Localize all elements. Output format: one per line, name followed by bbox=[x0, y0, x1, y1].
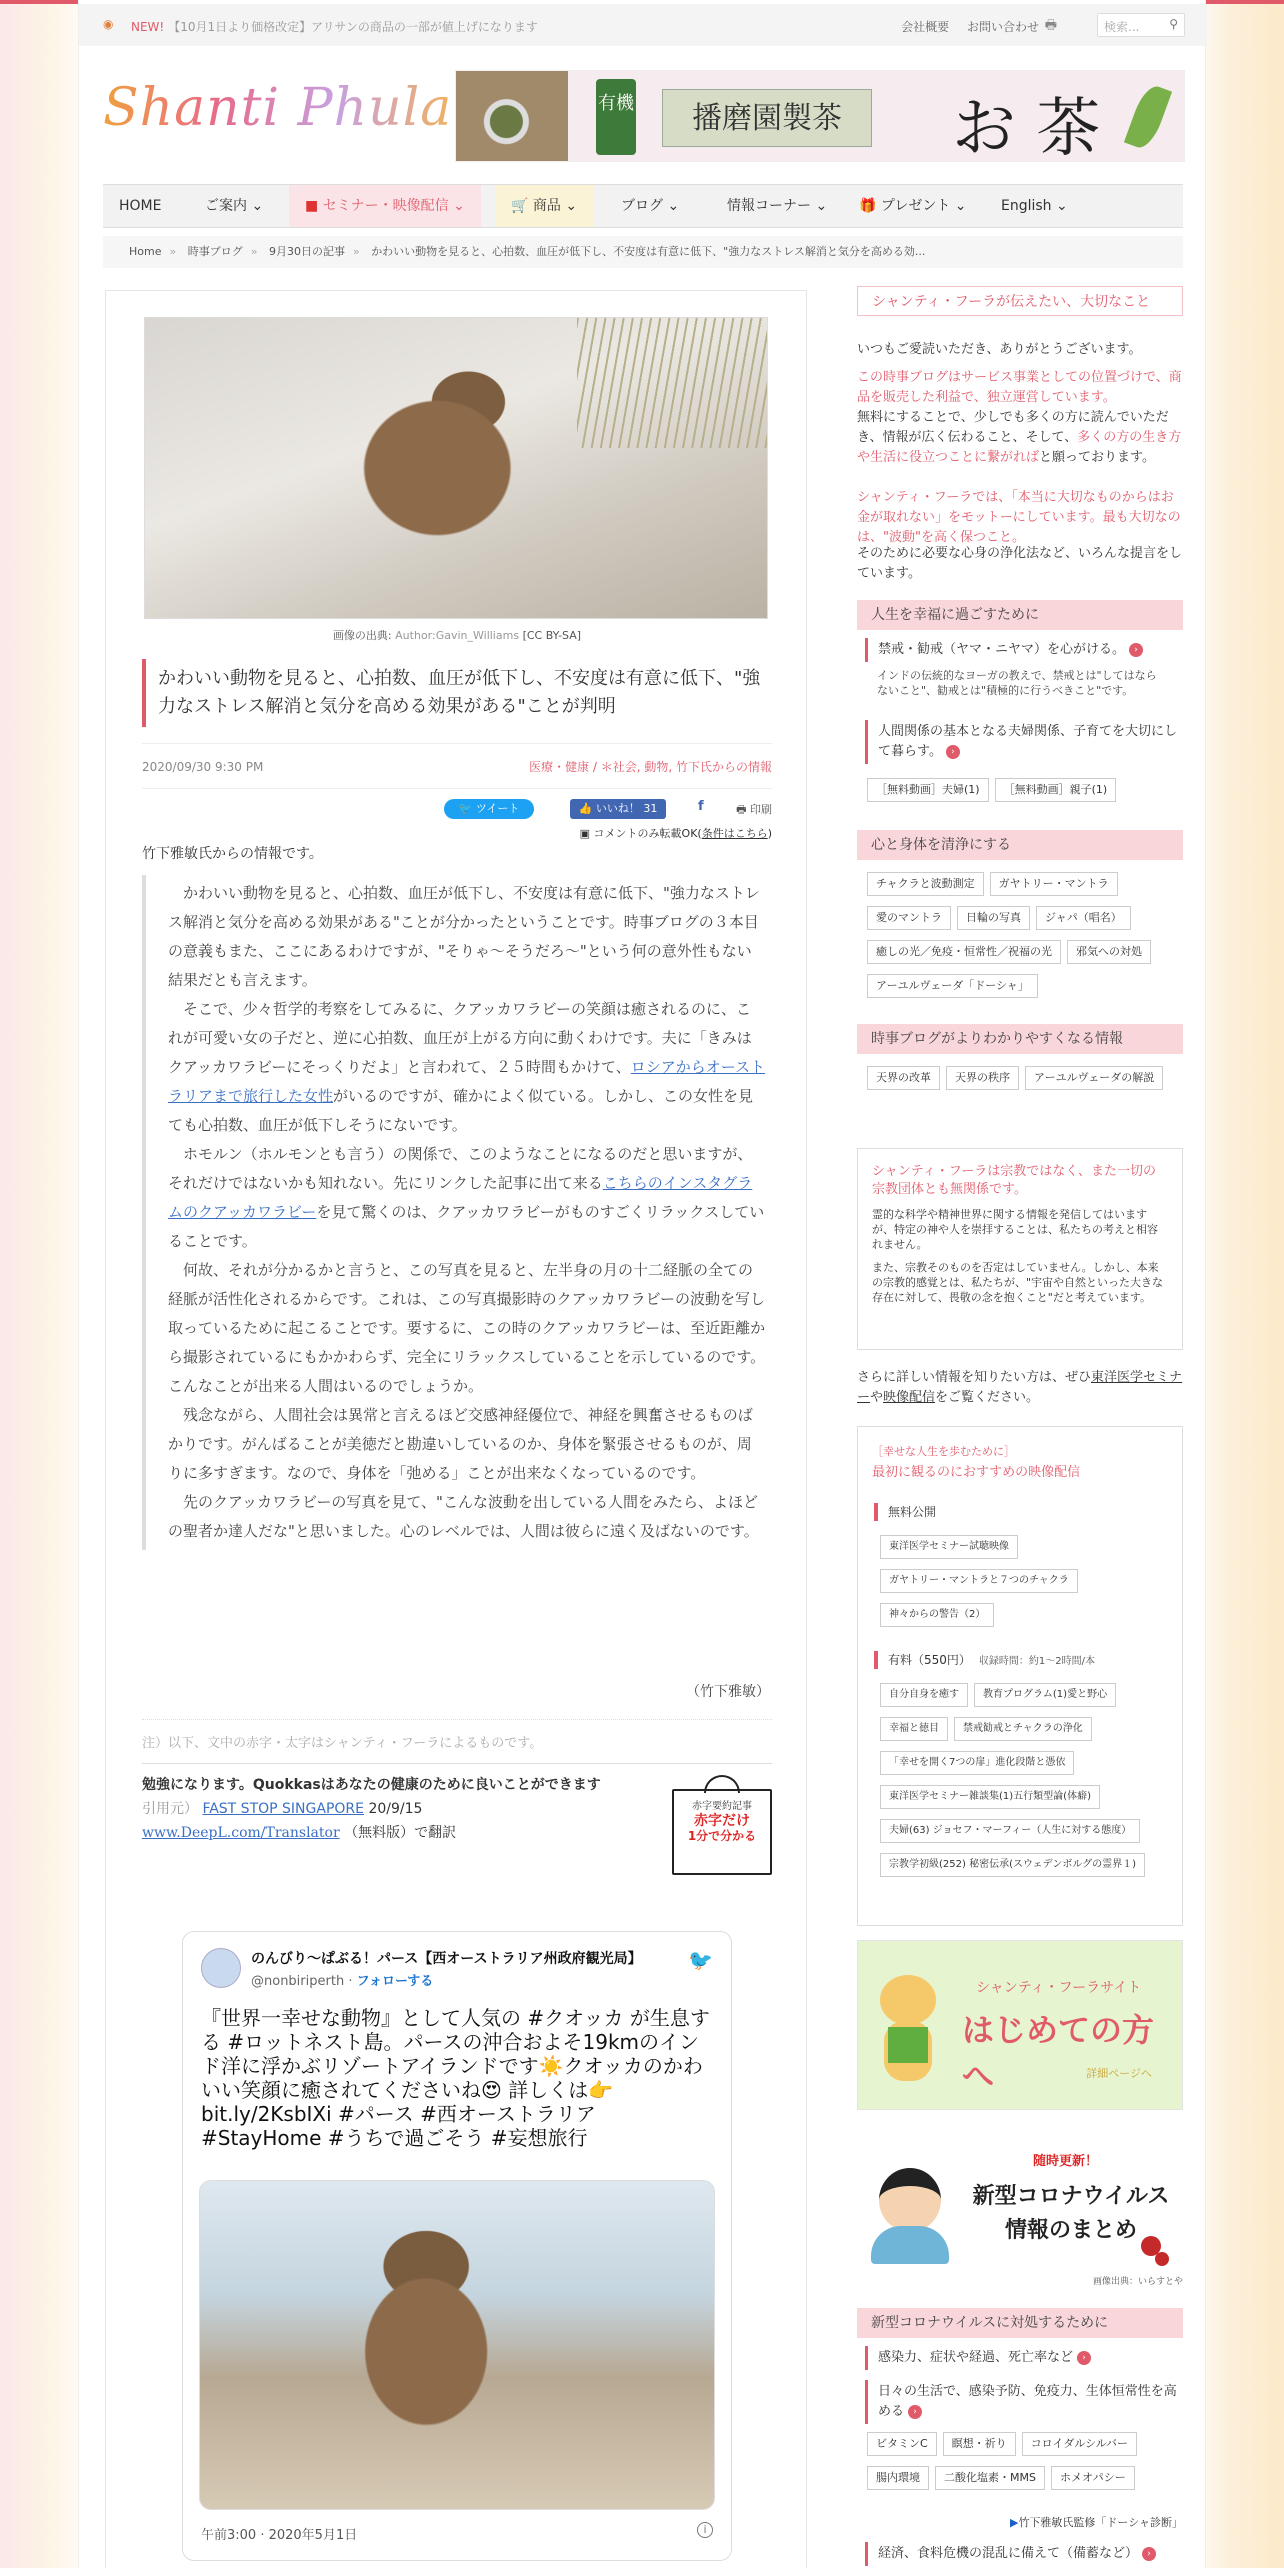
nav-guide-label: ご案内 bbox=[205, 198, 247, 214]
news-ticker[interactable] bbox=[131, 18, 538, 35]
tag-heaven-reform[interactable]: 天界の改革 bbox=[867, 1066, 940, 1090]
sidebar-heading-mission: シャンティ・フーラが伝えたい、大切なこと bbox=[857, 286, 1183, 316]
contact-link[interactable]: お問い合わせ bbox=[966, 20, 1039, 34]
tweet-button[interactable] bbox=[444, 799, 534, 819]
tag-paid-2[interactable]: 教育プログラム(1)愛と野心 bbox=[974, 1683, 1116, 1707]
nav-home[interactable]: HOME bbox=[119, 198, 162, 214]
article bbox=[105, 290, 807, 2568]
tag-gayatri[interactable]: ガヤトリー・マントラ bbox=[990, 872, 1118, 896]
sidebar-text-4: そのために必要な心身の浄化法など、いろんな提言をしています。 bbox=[857, 546, 1183, 581]
tea-label: お 茶 bbox=[952, 92, 1101, 162]
search-icon[interactable]: ⚲ bbox=[1169, 17, 1178, 31]
nav-guide[interactable] bbox=[189, 185, 279, 227]
nav-english-label: English bbox=[1001, 198, 1052, 214]
sidebar-intro: いつもご愛読いただき、ありがとうございます。 bbox=[857, 342, 1142, 357]
tag-evil-spirit[interactable]: 邪気への対処 bbox=[1067, 940, 1151, 964]
video-icon: ■ bbox=[305, 198, 319, 214]
author-signature: （竹下雅敏） bbox=[686, 1684, 770, 1700]
printer-icon[interactable]: 🖶 bbox=[1044, 18, 1057, 33]
infection-link[interactable]: 感染力、症状や経過、死亡率など › bbox=[865, 2346, 1181, 2370]
top-links bbox=[887, 18, 1039, 35]
brand-label: 播磨園製茶 bbox=[662, 89, 872, 147]
deepl-suffix: （無料版）で翻訳 bbox=[344, 1825, 457, 1841]
follow-link[interactable]: フォローする bbox=[356, 1974, 434, 1989]
more-info: さらに詳しい情報を知りたい方は、ぜひ東洋医学セミナーや映像配信をご覧ください。 bbox=[857, 1370, 1183, 1405]
caption-prefix: 画像の出典: bbox=[332, 629, 392, 642]
tea-cup-image bbox=[456, 71, 568, 162]
paid-video-tags bbox=[880, 1683, 1180, 1887]
economy-link[interactable]: 経済、食料危機の混乱に備えて（備蓄など） › bbox=[865, 2542, 1181, 2566]
rss-icon[interactable]: ◉ bbox=[103, 17, 114, 31]
quokka-photo bbox=[144, 317, 768, 619]
corona-image-source: 画像出典：いらすとや bbox=[1092, 2277, 1183, 2287]
nav-seminar-label: セミナー・映像配信 bbox=[322, 198, 449, 214]
breadcrumb-home[interactable]: Home bbox=[129, 245, 162, 258]
free-label: 無料公開 bbox=[874, 1503, 936, 1521]
bear-mascot-icon bbox=[876, 1975, 940, 2085]
site-logo[interactable]: Shanti Phula bbox=[103, 78, 453, 138]
arrow-right-icon: › bbox=[946, 745, 960, 759]
tag-colloidal-silver[interactable]: コロイダルシルバー bbox=[1022, 2432, 1137, 2456]
print-label: 印刷 bbox=[750, 803, 772, 816]
paragraph-4: 何故、それが分かるかと言うと、この写真を見ると、左半身の月の十二経脈の全ての経脈が活性化されるからです。これは、この写真撮影時のクアッカワラビーの波動を写し取っているために起こることです。要するに、この時のクアッカワラビーは、至近距離から撮影されているにもかかわらず、完全にリラックスしていることを示しているのです。こんなことが出来る人間はいるのでしょうか。 bbox=[168, 1261, 766, 1395]
new-label: NEW! bbox=[131, 20, 165, 34]
tag-sun-photo[interactable]: 日輪の写真 bbox=[957, 906, 1030, 930]
tea-banner[interactable] bbox=[455, 70, 1185, 162]
tag-chakra[interactable]: チャクラと波動測定 bbox=[867, 872, 984, 896]
like-button[interactable] bbox=[570, 799, 666, 819]
source-prefix: 引用元） bbox=[142, 1801, 198, 1817]
nav-blog[interactable] bbox=[605, 185, 695, 227]
nav-english[interactable] bbox=[985, 185, 1084, 227]
arrow-right-icon: › bbox=[1129, 643, 1143, 657]
print-button[interactable] bbox=[736, 801, 772, 820]
tag-free-3[interactable]: 神々からの警告（2） bbox=[880, 1603, 994, 1627]
sidebar-heading-blog-info: 時事ブログがよりわかりやすくなる情報 bbox=[857, 1024, 1183, 1054]
tag-meditation[interactable]: 瞑想・祈り bbox=[943, 2432, 1016, 2456]
leaf-icon bbox=[1124, 82, 1172, 152]
tag-love-mantra[interactable]: 愛のマントラ bbox=[867, 906, 951, 930]
play-icon: ▶ bbox=[1009, 2516, 1019, 2529]
chevron-down-icon: ⌄ bbox=[453, 198, 465, 214]
video-small: ［幸せな人生を歩むために］ bbox=[872, 1445, 1015, 1458]
tag-couple-video[interactable]: ［無料動画］夫婦(1) bbox=[867, 778, 989, 802]
tag-paid-1[interactable]: 自分自身を癒す bbox=[880, 1683, 968, 1707]
yama-niyama-note: インドの伝統的なヨーガの教えで、禁戒とは"してはならないこと"、勧戒とは"積極的に行うべきこと"です。 bbox=[877, 669, 1157, 697]
russia-trip-link[interactable]: ロシアからオーストラリアまで旅行した女性 bbox=[168, 1058, 766, 1105]
info-icon[interactable]: i bbox=[697, 2522, 713, 2538]
arrow-right-icon: › bbox=[908, 2405, 922, 2419]
yama-niyama-link[interactable]: 禁戒・勧戒（ヤマ・ニヤマ）を心がける。 › bbox=[865, 638, 1181, 662]
top-bar bbox=[79, 4, 1207, 46]
commentary-quote bbox=[142, 875, 772, 1550]
nav-blog-label: ブログ bbox=[621, 198, 663, 214]
paragraph-5: 残念ながら、人間社会は異常と言えるほど交感神経優位で、神経を興奮させるものばかりです。がんばることが美徳だと勘違いしているのか、身体を緊張させるものが、周りに多すぎます。なので、身体を「弛める」ことが出来なくなっているのです。 bbox=[168, 1406, 753, 1482]
search-placeholder: 検索... bbox=[1104, 20, 1140, 34]
tag-homeopathy[interactable]: ホメオパシー bbox=[1051, 2466, 1135, 2490]
paragraph-6: 先のクアッカワラビーの写真を見て、"こんな波動を出している人間をみたら、よほどの聖者か達人だな"と思いました。心のレベルでは、人間は彼らに遠く及ばないのです。 bbox=[168, 1493, 759, 1540]
comment-end: ) bbox=[767, 827, 772, 840]
seminar-link[interactable]: 東洋医学セミナー bbox=[857, 1370, 1183, 1405]
comment-icon: ▣ bbox=[579, 827, 591, 840]
recommended-videos bbox=[857, 1426, 1183, 1926]
conditions-link[interactable]: 条件はこちら bbox=[701, 827, 768, 840]
tag-mms[interactable]: 二酸化塩素・MMS bbox=[935, 2466, 1045, 2490]
editor-note: 注）以下、文中の赤字・太字はシャンティ・フーラによるものです。 bbox=[142, 1719, 772, 1764]
caption-license[interactable]: [CC BY-SA] bbox=[522, 629, 582, 642]
paragraph-1: かわいい動物を見ると、心拍数、血圧が低下し、不安度は有意に低下、"強力なストレス解消と気分を高める効果がある"ことが分かったということです。時事ブログの３本目の意義もまた、ここにあるわけですが、"そりゃ～そうだろ～"という何の意外性もない結果だとも言えます。 bbox=[168, 884, 760, 989]
summary-stamp bbox=[672, 1789, 772, 1875]
stamp-line-2: 赤字だけ bbox=[694, 1813, 750, 1829]
comment-note bbox=[580, 825, 772, 841]
family-tags bbox=[867, 778, 1183, 812]
main-nav bbox=[103, 184, 1183, 228]
tweet-label: ツイート bbox=[475, 802, 520, 815]
instagram-link[interactable]: こちらのインスタグラムのクアッカワラビー bbox=[168, 1174, 753, 1221]
page-wrapper bbox=[78, 0, 1206, 2568]
printer-icon: 🖶 bbox=[736, 803, 747, 816]
paragraph-2: そこで、少々哲学的考察をしてみるに、クアッカワラビーの笑顔は癒されるのに、これが可愛い女の子だと、逆に心拍数、血圧が上がる方向に動くわけです。夫に「きみはクアッカワラビーにそっくりだよ」と言われて、２５時間もかけて、ロシアからオーストラリアまで旅行した女性がいるのですが、確かによく似ている。しかし、この女性を見ても心拍数、血圧が低下しそうにないです。 bbox=[168, 1000, 766, 1134]
paid-label: 有料（550円） 収録時間：約1〜2時間/本 bbox=[874, 1651, 1095, 1669]
news-text[interactable]: 【10月1日より価格改定】アリサンの商品の一部が値上げになります bbox=[168, 20, 538, 34]
tag-japa[interactable]: ジャパ（唱名） bbox=[1036, 906, 1131, 930]
virus-icon bbox=[1155, 2252, 1169, 2266]
doctor-illustration bbox=[867, 2160, 953, 2264]
paragraph-3: ホモルン（ホルモンとも言う）の関係で、このようなことになるのだと思いますが、それだけではないかも知れない。先にリンクした記事に出て来るこちらのインスタグラムのクアッカワラビーを見て驚くのは、クアッカワラビーがものすごくリラックスしていることです。 bbox=[168, 1145, 765, 1250]
tag-parent-video[interactable]: ［無料動画］親子(1) bbox=[995, 778, 1117, 802]
prevention-link[interactable]: 日々の生活で、感染予防、免疫力、生体恒常性を高める › bbox=[865, 2380, 1181, 2424]
chevron-down-icon: ⌄ bbox=[1056, 198, 1068, 214]
tweet-handle: @nonbiriperth · フォローする bbox=[251, 1974, 434, 1989]
chevron-down-icon: ⌄ bbox=[667, 198, 680, 214]
tag-paid-3[interactable]: 幸福と徳目 bbox=[880, 1717, 948, 1741]
beginners-small: シャンティ・フーラサイト bbox=[976, 1980, 1142, 1996]
tag-paid-7[interactable]: 夫婦(63) ジョセフ・マーフィー（人生に対する態度） bbox=[880, 1819, 1140, 1843]
breadcrumb-blog[interactable]: 時事ブログ bbox=[187, 245, 243, 258]
nav-info[interactable] bbox=[711, 185, 843, 227]
source-link[interactable]: FAST STOP SINGAPORE bbox=[202, 1801, 364, 1817]
nav-products-label: 商品 bbox=[532, 198, 561, 214]
tag-free-2[interactable]: ガヤトリー・マントラと７つのチャクラ bbox=[880, 1569, 1078, 1593]
breadcrumb-current: かわいい動物を見ると、心拍数、血圧が低下し、不安度は有意に低下、"強力なストレス解消と気分を高める効... bbox=[371, 245, 926, 258]
tag-paid-5[interactable]: 「幸せを開く7つの扉」進化段階と憑依 bbox=[880, 1751, 1074, 1775]
article-title: かわいい動物を見ると、心拍数、血圧が低下し、不安度は有意に低下、"強力なストレス解消と気分を高める効果がある"ことが判明 bbox=[142, 659, 772, 727]
tag-vitamin-c[interactable]: ビタミンC bbox=[867, 2432, 937, 2456]
nav-seminar[interactable] bbox=[289, 185, 481, 227]
paid-note: 収録時間：約1〜2時間/本 bbox=[978, 1656, 1095, 1667]
tag-paid-4[interactable]: 禁戒勧戒とチャクラの浄化 bbox=[954, 1717, 1092, 1741]
video-title: 最初に観るのにおすすめの映像配信 bbox=[872, 1465, 1081, 1480]
nav-present-label: プレゼント bbox=[880, 198, 951, 214]
source-title: 勉強になります。Quokkasはあなたの健康のために良いことができます bbox=[142, 1777, 601, 1793]
article-categories[interactable]: 医療・健康 / ＊社会, 動物, 竹下氏からの情報 bbox=[529, 760, 772, 774]
tag-gut[interactable]: 腸内環境 bbox=[867, 2466, 929, 2490]
dosha-link[interactable]: ▶竹下雅敏氏監修「ドーシャ診断」 bbox=[1009, 2516, 1183, 2529]
avatar[interactable] bbox=[201, 1948, 241, 1988]
corona-banner[interactable] bbox=[857, 2140, 1183, 2290]
chevron-down-icon: ⌄ bbox=[251, 198, 264, 214]
article-date: 2020/09/30 9:30 PM bbox=[142, 760, 264, 774]
family-link[interactable]: 人間関係の基本となる夫婦関係、子育てを大切にして暮らす。 › bbox=[865, 720, 1181, 764]
tweet-text: 『世界一幸せな動物』として人気の #クオッカ が生息する #ロットネスト島。パースの沖合およそ19kmのインド洋に浮かぶリゾートアイランドです☀️クオッカのかわいい笑顔に癒されてくださいね😍 詳しくは👉bit.ly/2KsbIXi #パース #西オーストラリア #StayHome #うちで過ごそう #妄想旅行 bbox=[201, 2006, 710, 2150]
nav-info-label: 情報コーナー bbox=[727, 198, 811, 214]
video-link[interactable]: 映像配信 bbox=[883, 1390, 936, 1405]
source-info bbox=[142, 1773, 662, 1845]
twitter-bird-icon[interactable]: 🐦 bbox=[688, 1948, 713, 1972]
facebook-icon[interactable]: f bbox=[698, 799, 704, 814]
search-input[interactable] bbox=[1097, 13, 1185, 37]
nav-products[interactable] bbox=[495, 185, 593, 227]
source-intro: 竹下雅敏氏からの情報です。 bbox=[142, 846, 323, 862]
tag-healing-light[interactable]: 癒しの光／免疫・恒常性／祝福の光 bbox=[867, 940, 1061, 964]
religion-notice bbox=[857, 1148, 1183, 1350]
corona-tags bbox=[867, 2432, 1183, 2500]
religion-notice-p1: 霊的な科学や精神世界に関する情報を発信してはいますが、特定の神や人を崇拝することは、私たちの考えと相容れません。 bbox=[872, 1208, 1158, 1251]
tag-ayurveda[interactable]: アーユルヴェーダの解説 bbox=[1025, 1066, 1163, 1090]
arrow-right-icon: › bbox=[1142, 2547, 1156, 2561]
twitter-icon: 🐦 bbox=[458, 802, 473, 815]
beginners-banner[interactable] bbox=[857, 1940, 1183, 2110]
sidebar-text-2: 無料にすることで、少しでも多くの方に読んでいただき、情報が広く伝わること、そして、多くの方の生き方や生活に役立つことに繋がればと願っております。 bbox=[857, 410, 1182, 465]
tag-paid-8[interactable]: 宗教学初級(252) 秘密伝承(スウェデンボルグの霊界１) bbox=[880, 1853, 1145, 1877]
photo-caption bbox=[106, 627, 808, 643]
tweet-photo[interactable] bbox=[199, 2180, 715, 2510]
blog-info-tags bbox=[867, 1066, 1183, 1100]
religion-notice-p2: また、宗教そのものを否定はしていません。しかし、本来の宗教的感覚とは、私たちが、"宇宙や自然といった大きな存在に対して、畏敬の念を抱くこと"だと考えています。 bbox=[872, 1261, 1164, 1304]
free-video-tags bbox=[880, 1535, 1170, 1637]
sidebar-heading-happiness: 人生を幸福に過ごすために bbox=[857, 600, 1183, 630]
handle-text: @nonbiriperth bbox=[251, 1974, 345, 1989]
like-label: いいね！ 31 bbox=[595, 802, 658, 815]
organic-label: 有機 bbox=[596, 79, 636, 155]
comment-label: コメントのみ転載OK( bbox=[593, 827, 702, 840]
gift-icon: 🎁 bbox=[859, 198, 877, 214]
corona-title: 新型コロナウイルス情報のまとめ bbox=[972, 2184, 1170, 2243]
arrow-right-icon: › bbox=[1077, 2351, 1091, 2365]
tweet-time[interactable]: 午前3:00 · 2020年5月1日 bbox=[201, 2528, 358, 2543]
thumbs-up-icon: 👍 bbox=[578, 802, 593, 815]
beginners-title: はじめての方へ bbox=[962, 2011, 1155, 2095]
stamp-line-1: 赤字要約記事 bbox=[692, 1801, 752, 1812]
chevron-down-icon: ⌄ bbox=[815, 198, 828, 214]
source-date: 20/9/15 bbox=[368, 1801, 423, 1817]
nav-present[interactable] bbox=[843, 185, 983, 227]
share-bar bbox=[142, 787, 772, 847]
sidebar-text-1: この時事ブログはサービス事業としての位置づけで、商品を販売した利益で、独立運営しています。 bbox=[857, 370, 1182, 405]
article-meta bbox=[142, 743, 772, 789]
breadcrumb: Home » 時事ブログ » 9月30日の記事 » かわいい動物を見ると、心拍数、血圧が低下し、不安度は有意に低下、"強力なストレス解消と気分を高める効... bbox=[103, 236, 1183, 268]
tag-paid-6[interactable]: 東洋医学セミナー雑談集(1)五行類型論(体癖) bbox=[880, 1785, 1100, 1809]
tag-dosha[interactable]: アーユルヴェーダ「ドーシャ」 bbox=[867, 974, 1038, 998]
embedded-tweet[interactable] bbox=[182, 1931, 732, 2561]
deepl-link[interactable]: www.DeepL.com/Translator bbox=[142, 1825, 340, 1841]
corona-update: 随時更新！ bbox=[1033, 2154, 1099, 2169]
purify-tags bbox=[867, 872, 1183, 1008]
religion-notice-title: シャンティ・フーラは宗教ではなく、また一切の宗教団体とも無関係です。 bbox=[872, 1164, 1157, 1197]
company-link[interactable]: 会社概要 bbox=[901, 20, 950, 34]
sidebar-text-3: シャンティ・フーラでは、「本当に大切なものからはお金が取れない」をモットーにしています。最も大切なのは、"波動"を高く保つこと。 bbox=[857, 490, 1181, 545]
chevron-down-icon: ⌄ bbox=[565, 198, 578, 214]
sidebar-heading-corona: 新型コロナウイルスに対処するために bbox=[857, 2308, 1183, 2338]
tweet-author[interactable]: のんびり〜ぱぶる！パース【西オーストラリア州政府観光局】 bbox=[251, 1951, 642, 1967]
beginners-more: 詳細ページへ bbox=[1086, 2067, 1152, 2080]
sidebar-heading-purify: 心と身体を清浄にする bbox=[857, 830, 1183, 860]
chevron-down-icon: ⌄ bbox=[954, 198, 967, 214]
breadcrumb-date[interactable]: 9月30日の記事 bbox=[268, 245, 345, 258]
stamp-line-3: 1分で分かる bbox=[687, 1829, 757, 1843]
tag-heaven-order[interactable]: 天界の秩序 bbox=[946, 1066, 1019, 1090]
tag-free-1[interactable]: 東洋医学セミナー試聴映像 bbox=[880, 1535, 1018, 1559]
cart-icon: 🛒 bbox=[511, 198, 529, 214]
caption-author[interactable]: Author:Gavin_Williams bbox=[395, 629, 520, 642]
